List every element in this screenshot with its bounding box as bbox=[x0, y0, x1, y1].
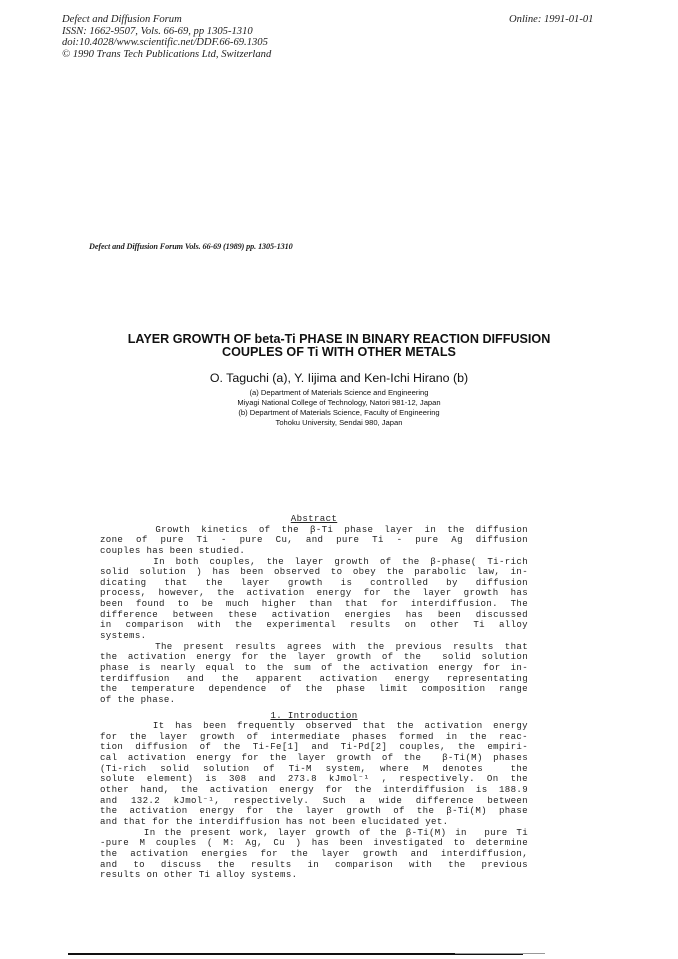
title-line: COUPLES OF Ti WITH OTHER METALS bbox=[222, 345, 456, 360]
online-date: Online: 1991-01-01 bbox=[509, 14, 594, 25]
authors: O. Taguchi (a), Y. Iijima and Ken-Ichi Hirano (b) bbox=[209, 371, 469, 385]
abstract-line: phase is nearly equal to the sum of the activation energy for in- bbox=[100, 661, 528, 673]
affiliations bbox=[0, 388, 678, 428]
intro-line: and that for the interdiffusion has not been elucidated yet. bbox=[100, 815, 449, 827]
intro-line: the activation energies for the layer growth and interdiffusion, bbox=[100, 847, 528, 859]
abstract-line: zone of pure Ti - pure Cu, and pure Ti - pure Ag diffusion bbox=[100, 534, 528, 546]
affiliation-line: (a) Department of Materials Science and Engineering bbox=[249, 388, 429, 397]
abstract-line: difference between these activation energies has been discussed bbox=[100, 608, 528, 620]
abstract-line: Growth kinetics of the β-Ti phase layer in the diffusion bbox=[100, 523, 528, 535]
abstract-heading: Abstract bbox=[290, 513, 338, 524]
affiliation-line: (b) Department of Materials Science, Faculty of Engineering bbox=[238, 408, 440, 417]
affiliation-line: Miyagi National College of Technology, Natori 981-12, Japan bbox=[237, 398, 441, 407]
abstract-line: process, however, the activation energy for the layer growth has bbox=[100, 587, 528, 599]
intro-line: and 132.2 kJmol⁻¹, respectively. Such a wide difference between bbox=[100, 794, 528, 806]
copyright-line: © 1990 Trans Tech Publications Ltd, Switzerland bbox=[62, 48, 272, 60]
abstract-line: couples has been studied. bbox=[100, 544, 246, 556]
doi-line: doi:10.4028/www.scientific.net/DDF.66-69.1305 bbox=[62, 37, 268, 49]
abstract-line: terdiffusion and the apparent activation energy representating bbox=[100, 672, 528, 684]
footer-rule-faded bbox=[455, 953, 545, 954]
abstract-line: been found to be much higher than that for interdiffusion. The bbox=[100, 598, 528, 610]
intro-line: cal activation energy for the layer growth of the β-Ti(M) phases bbox=[100, 752, 528, 764]
intro-line: and to discuss the results in comparison with the previous bbox=[100, 858, 528, 870]
intro-line: tion diffusion of the Ti-Fe[1] and Ti-Pd[2] couples, the empiri- bbox=[100, 741, 528, 753]
journal-name: Defect and Diffusion Forum bbox=[62, 14, 182, 25]
title-line: LAYER GROWTH OF beta-Ti PHASE IN BINARY REACTION DIFFUSION bbox=[127, 332, 551, 346]
affiliation-line: Tohoku University, Sendai 980, Japan bbox=[275, 418, 403, 427]
abstract-line: of the phase. bbox=[100, 693, 176, 705]
journal-citation: Defect and Diffusion Forum Vols. 66-69 (1989) pp. 1305-1310 bbox=[89, 242, 293, 251]
publication-metadata bbox=[62, 14, 271, 60]
abstract-line: systems. bbox=[100, 630, 147, 642]
issn-line: ISSN: 1662-9507, Vols. 66-69, pp 1305-1310 bbox=[62, 25, 253, 37]
abstract-line: solid solution ) has been observed to obey the parabolic law, in- bbox=[100, 566, 528, 578]
paper-title bbox=[0, 333, 678, 359]
introduction-heading: 1. Introduction bbox=[270, 709, 358, 721]
intro-line: for the layer growth of intermediate phases formed in the reac- bbox=[100, 730, 528, 742]
abstract-line: dicating that the layer growth is controlled by diffusion bbox=[100, 576, 528, 588]
intro-line: (Ti-rich solid solution of Ti-M system, where M denotes the bbox=[100, 762, 528, 774]
abstract-line: In both couples, the layer growth of the β-phase( Ti-rich bbox=[100, 555, 528, 567]
abstract-line: the temperature dependence of the phase limit composition range bbox=[100, 683, 528, 695]
abstract-line: in comparison with the experimental results on other Ti alloy bbox=[100, 619, 528, 631]
intro-line: other hand, the activation energy for the interdiffusion is 188.9 bbox=[100, 784, 528, 796]
intro-line: It has been frequently observed that the activation energy bbox=[100, 720, 528, 732]
intro-line: results on other Ti alloy systems. bbox=[100, 869, 298, 881]
intro-line: -pure M couples ( M: Ag, Cu ) has been investigated to determine bbox=[100, 837, 528, 849]
intro-line: In the present work, layer growth of the β-Ti(M) in pure Ti bbox=[100, 826, 528, 838]
intro-line: the activation energy for the layer growth of the β-Ti(M) phase bbox=[100, 805, 528, 817]
abstract-line: the activation energy for the layer growth of the solid solution bbox=[100, 651, 528, 663]
body-text bbox=[100, 514, 528, 881]
intro-line: solute element) is 308 and 273.8 kJmol⁻¹ , respectively. On the bbox=[100, 773, 528, 785]
abstract-line: The present results agrees with the previous results that bbox=[100, 640, 528, 652]
